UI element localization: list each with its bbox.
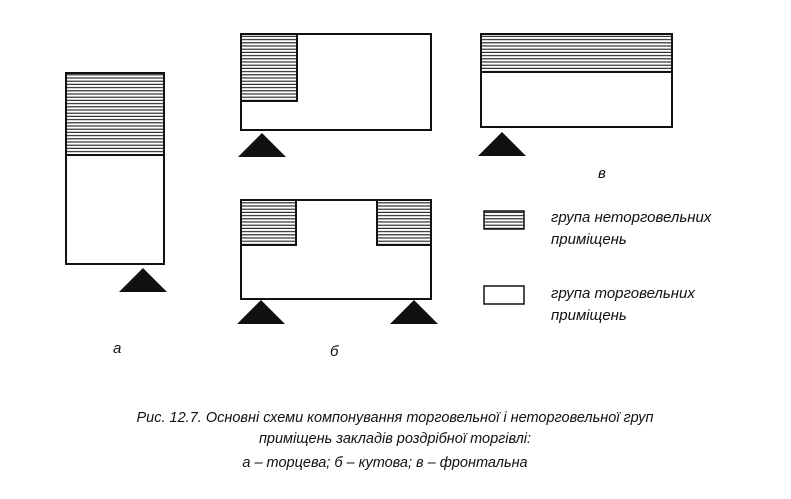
diagram-b-label: б: [330, 343, 339, 360]
diagram-b-bottom-right-non-trade-zone: [377, 200, 431, 245]
diagram-a-label: а: [113, 340, 122, 357]
diagram-v: [478, 34, 672, 182]
diagram-b-top-non-trade-zone: [241, 34, 297, 101]
diagram-a: [66, 73, 167, 357]
diagram-b-top-entrance-triangle: [238, 133, 286, 157]
legend-non-trade-swatch: [484, 211, 524, 229]
diagram-v-non-trade-zone: [481, 34, 672, 72]
diagram-b-bottom-left-entrance-triangle: [237, 300, 285, 324]
legend-trade-label-line1: група торговельних: [551, 285, 695, 302]
caption-line-3: а – торцева; б – кутова; в – фронтальна: [242, 455, 528, 471]
diagram-v-label: в: [598, 165, 606, 182]
diagram-v-trade-zone: [481, 72, 672, 127]
legend-trade-swatch: [484, 286, 524, 304]
caption-line-2: приміщень закладів роздрібної торгівлі:: [258, 431, 532, 447]
diagram-a-non-trade-zone: [66, 73, 164, 155]
legend-trade-label-line2: приміщень: [551, 307, 627, 324]
legend: [484, 209, 712, 324]
diagram-b: [237, 34, 438, 360]
legend-non-trade-label-line2: приміщень: [551, 231, 627, 248]
diagram-a-entrance-triangle: [119, 268, 167, 292]
legend-non-trade-label-line1: група неторговельних: [551, 209, 712, 226]
caption-line-1: Рис. 12.7. Основні схеми компонування торговельної і неторговельної груп: [136, 410, 654, 426]
diagram-b-bottom-left-non-trade-zone: [241, 200, 296, 245]
diagram-b-bottom-right-entrance-triangle: [390, 300, 438, 324]
diagram-a-trade-zone: [66, 155, 164, 264]
figure-caption: [137, 410, 654, 471]
diagram-v-entrance-triangle: [478, 132, 526, 156]
